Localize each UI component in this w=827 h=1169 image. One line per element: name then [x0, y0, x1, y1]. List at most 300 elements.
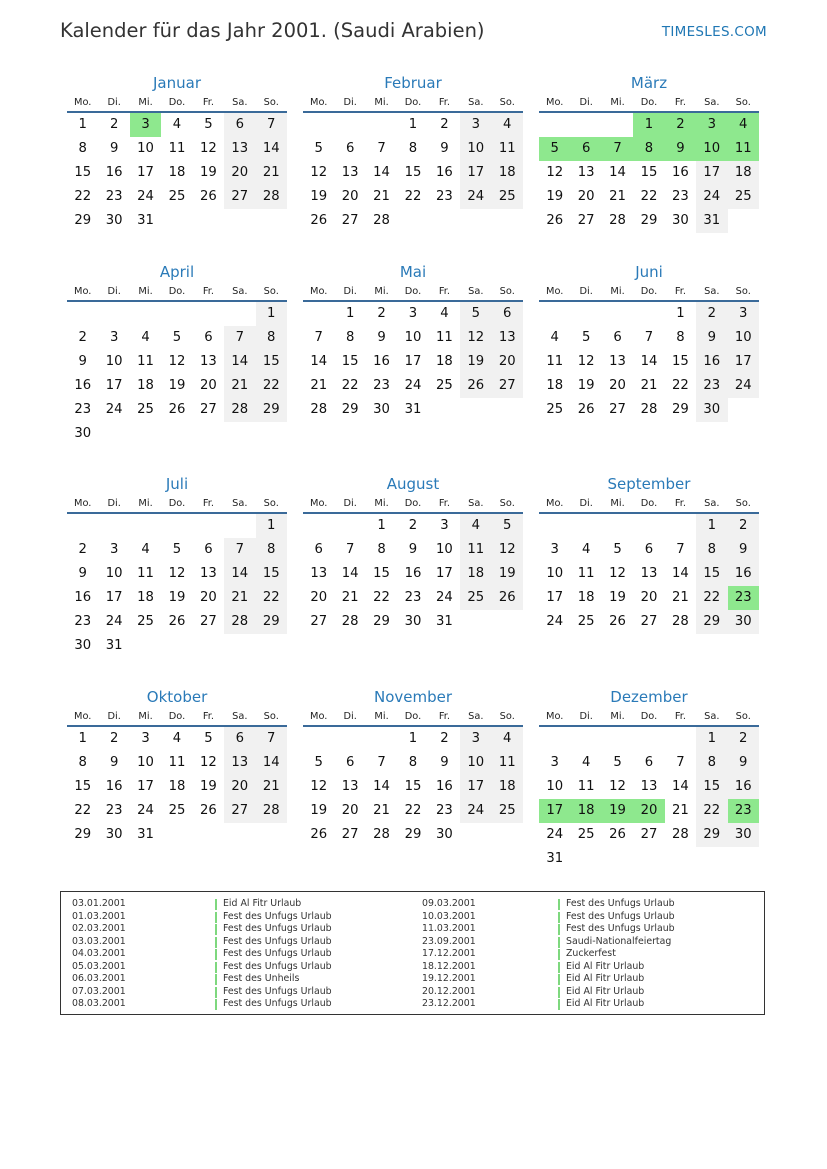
weekday-label: Sa. — [704, 711, 720, 722]
day-cell: 16 — [404, 566, 422, 581]
day-cell: 23 — [696, 374, 727, 398]
day-cell: 14 — [310, 354, 328, 369]
holiday-entry — [422, 911, 752, 924]
day-cell: 18 — [546, 378, 564, 393]
day-cell: 18 — [137, 590, 154, 605]
day-cell: 26 — [609, 614, 626, 629]
weekday-label: Do. — [640, 498, 658, 509]
empty-cell — [224, 302, 255, 326]
day-cell: 6 — [204, 330, 213, 345]
day-cell: 28 — [373, 213, 390, 228]
month-dezember — [539, 687, 759, 871]
weekday-label: Do. — [640, 97, 658, 108]
day-cell: 26 — [609, 827, 626, 842]
day-cell-holiday: 3 — [696, 113, 727, 137]
weekday-label: Fr. — [202, 286, 214, 297]
day-cell: 29 — [256, 398, 287, 422]
day-cell: 19 — [310, 803, 328, 818]
weekday-label: Sa. — [704, 97, 720, 108]
day-cell: 9 — [696, 326, 727, 350]
day-cell: 4 — [550, 330, 559, 345]
day-cell: 17 — [137, 779, 154, 794]
weekday-label: Mo. — [546, 711, 564, 722]
month-märz — [539, 73, 759, 233]
day-cell: 7 — [314, 330, 323, 345]
day-cell: 3 — [109, 330, 119, 345]
day-grid — [67, 514, 287, 658]
day-cell: 27 — [224, 799, 255, 823]
holiday-date: 09.03.2001 — [422, 898, 476, 909]
day-cell: 10 — [546, 779, 564, 794]
day-cell: 9 — [440, 141, 449, 156]
day-cell: 12 — [310, 165, 328, 180]
day-cell: 1 — [676, 306, 685, 321]
day-cell: 10 — [546, 566, 564, 581]
holiday-entry — [422, 986, 752, 999]
day-cell: 9 — [78, 354, 87, 369]
weekday-label: Mi. — [138, 97, 153, 108]
day-cell: 21 — [341, 590, 359, 605]
holiday-date: 08.03.2001 — [72, 998, 126, 1009]
weekday-label: So. — [735, 286, 751, 297]
day-cell: 12 — [460, 326, 491, 350]
day-cell: 5 — [492, 514, 523, 538]
holiday-entry — [72, 973, 402, 986]
empty-cell — [334, 727, 365, 751]
day-cell: 30 — [728, 610, 759, 634]
day-cell: 7 — [377, 141, 386, 156]
day-cell-holiday: 17 — [539, 799, 570, 823]
weekday-label: Di. — [343, 711, 357, 722]
weekday-header — [67, 282, 287, 302]
weekday-label: Mi. — [138, 711, 153, 722]
weekday-label: So. — [263, 711, 279, 722]
empty-cell — [130, 514, 161, 538]
weekday-label: Di. — [343, 97, 357, 108]
month-juni — [539, 262, 759, 422]
empty-cell — [665, 514, 696, 538]
day-cell: 30 — [436, 827, 453, 842]
day-cell-holiday: 10 — [696, 137, 727, 161]
day-cell: 15 — [373, 566, 390, 581]
holiday-entry — [72, 948, 402, 961]
day-cell: 8 — [377, 542, 386, 557]
day-cell: 20 — [200, 378, 217, 393]
holiday-name: Fest des Unheils — [223, 973, 300, 984]
holiday-name: Fest des Unfugs Urlaub — [223, 923, 332, 934]
day-cell: 26 — [168, 402, 186, 417]
empty-cell — [602, 302, 633, 326]
weekday-label: Mo. — [546, 97, 564, 108]
day-cell: 27 — [200, 614, 217, 629]
day-cell: 8 — [408, 141, 418, 156]
holiday-date: 18.12.2001 — [422, 960, 476, 972]
holiday-marker — [215, 937, 217, 948]
month-title: März — [630, 74, 668, 92]
day-grid — [303, 302, 523, 422]
day-cell: 12 — [168, 566, 186, 581]
day-cell: 16 — [696, 350, 727, 374]
weekday-label: Sa. — [468, 286, 484, 297]
day-cell: 2 — [78, 542, 87, 557]
weekday-label: Sa. — [468, 711, 484, 722]
empty-cell — [303, 113, 334, 137]
day-cell: 17 — [105, 590, 123, 605]
day-cell: 25 — [168, 803, 186, 818]
day-cell: 31 — [137, 213, 154, 228]
day-cell: 11 — [168, 141, 186, 156]
day-cell: 21 — [640, 378, 658, 393]
weekday-label: Sa. — [232, 97, 248, 108]
day-cell: 11 — [168, 755, 186, 770]
weekday-header — [67, 494, 287, 514]
day-cell: 2 — [696, 302, 727, 326]
day-cell: 5 — [613, 542, 622, 557]
month-mai — [303, 262, 523, 422]
weekday-label: Sa. — [232, 286, 248, 297]
day-cell: 4 — [581, 542, 591, 557]
day-cell: 22 — [373, 590, 390, 605]
day-cell: 25 — [137, 614, 154, 629]
month-title: August — [386, 475, 440, 493]
day-cell: 12 — [609, 779, 626, 794]
holiday-entry — [72, 898, 402, 911]
weekday-label: So. — [735, 711, 751, 722]
day-cell: 26 — [200, 803, 217, 818]
day-cell: 3 — [550, 542, 559, 557]
day-cell: 13 — [310, 566, 328, 581]
day-cell: 30 — [728, 823, 759, 847]
holiday-entry — [72, 936, 402, 949]
day-cell: 17 — [696, 161, 727, 185]
day-cell: 1 — [377, 518, 386, 533]
weekday-label: So. — [499, 286, 515, 297]
day-cell: 18 — [168, 779, 186, 794]
day-cell: 1 — [78, 117, 87, 132]
day-cell: 5 — [613, 755, 622, 770]
holiday-marker — [558, 949, 560, 960]
holiday-name: Fest des Unfugs Urlaub — [566, 923, 675, 934]
day-cell: 5 — [172, 330, 182, 345]
empty-cell — [602, 113, 633, 137]
day-cell: 10 — [460, 137, 491, 161]
day-cell: 6 — [644, 542, 654, 557]
month-title: November — [373, 688, 453, 706]
month-title: Februar — [384, 74, 442, 92]
day-cell: 26 — [492, 586, 523, 610]
day-cell: 7 — [345, 542, 355, 557]
day-cell: 2 — [728, 727, 759, 751]
holiday-marker — [215, 924, 217, 935]
day-cell: 13 — [492, 326, 523, 350]
weekday-label: Mi. — [374, 498, 389, 509]
day-cell: 13 — [341, 779, 359, 794]
day-cell: 30 — [74, 426, 92, 441]
weekday-label: Fr. — [438, 711, 450, 722]
day-cell: 31 — [696, 209, 727, 233]
day-cell-holiday: 1 — [633, 113, 664, 137]
day-cell: 29 — [74, 213, 92, 228]
weekday-label: Mi. — [610, 97, 625, 108]
weekday-label: Di. — [579, 498, 593, 509]
day-cell: 25 — [137, 402, 154, 417]
day-grid — [67, 113, 287, 233]
empty-cell — [161, 514, 192, 538]
day-cell: 28 — [640, 402, 658, 417]
weekday-label: So. — [499, 711, 515, 722]
holiday-marker — [215, 999, 217, 1010]
day-cell-holiday: 23 — [728, 586, 759, 610]
empty-cell — [539, 302, 570, 326]
day-cell: 20 — [609, 378, 626, 393]
day-cell: 29 — [404, 827, 422, 842]
day-cell: 21 — [609, 189, 626, 204]
day-cell: 27 — [310, 614, 328, 629]
day-cell: 28 — [224, 610, 255, 634]
weekday-label: Mi. — [610, 711, 625, 722]
day-cell: 9 — [408, 542, 418, 557]
day-cell: 27 — [341, 827, 359, 842]
day-cell: 24 — [436, 590, 453, 605]
weekday-label: Di. — [579, 711, 593, 722]
day-cell: 16 — [728, 775, 759, 799]
day-cell: 21 — [224, 586, 255, 610]
holiday-name: Fest des Unfugs Urlaub — [223, 998, 332, 1009]
day-cell: 11 — [436, 330, 453, 345]
day-cell: 9 — [440, 755, 449, 770]
holiday-date: 04.03.2001 — [72, 948, 126, 959]
day-cell: 4 — [492, 113, 523, 137]
day-cell: 2 — [728, 514, 759, 538]
weekday-header — [539, 707, 759, 727]
day-cell: 12 — [168, 354, 186, 369]
day-cell: 21 — [373, 803, 390, 818]
day-cell: 29 — [341, 402, 359, 417]
holiday-marker — [215, 912, 217, 923]
holiday-name: Fest des Unfugs Urlaub — [223, 985, 332, 997]
weekday-label: Mi. — [374, 711, 389, 722]
weekday-label: So. — [263, 498, 279, 509]
day-cell: 20 — [224, 775, 255, 799]
day-cell: 17 — [404, 354, 422, 369]
weekday-label: Sa. — [232, 498, 248, 509]
weekday-label: Mo. — [310, 498, 328, 509]
day-cell: 8 — [676, 330, 685, 345]
day-cell-holiday: 19 — [602, 799, 633, 823]
day-cell: 10 — [137, 141, 154, 156]
holiday-name: Eid Al Fitr Urlaub — [566, 973, 645, 984]
day-cell: 31 — [137, 827, 154, 842]
day-cell: 16 — [74, 378, 92, 393]
day-cell: 1 — [408, 117, 418, 132]
day-cell: 1 — [696, 514, 727, 538]
day-cell: 3 — [141, 731, 150, 746]
day-grid — [303, 727, 523, 847]
holiday-name: Fest des Unfugs Urlaub — [223, 910, 332, 922]
day-cell: 8 — [256, 538, 287, 562]
day-cell: 23 — [404, 590, 422, 605]
day-cell: 21 — [256, 161, 287, 185]
weekday-label: Fr. — [202, 97, 214, 108]
weekday-label: Mi. — [138, 286, 153, 297]
day-cell: 19 — [577, 378, 595, 393]
weekday-label: Mo. — [74, 711, 92, 722]
holiday-name: Eid Al Fitr Urlaub — [566, 998, 645, 1009]
holiday-entry — [72, 961, 402, 974]
day-cell: 4 — [492, 727, 523, 751]
day-cell: 12 — [577, 354, 595, 369]
weekday-label: Sa. — [704, 286, 720, 297]
weekday-label: Fr. — [674, 498, 686, 509]
day-cell: 14 — [224, 562, 255, 586]
day-cell: 31 — [105, 638, 123, 653]
day-cell: 27 — [577, 213, 595, 228]
day-cell: 23 — [436, 189, 453, 204]
day-cell: 14 — [609, 165, 626, 180]
weekday-label: Sa. — [232, 711, 248, 722]
day-cell: 9 — [377, 330, 386, 345]
day-cell: 24 — [728, 374, 759, 398]
weekday-label: Fr. — [674, 286, 686, 297]
day-cell: 26 — [546, 213, 564, 228]
day-cell: 8 — [78, 141, 87, 156]
weekday-label: So. — [499, 498, 515, 509]
day-cell: 14 — [672, 566, 689, 581]
day-cell: 4 — [141, 542, 150, 557]
day-cell: 23 — [74, 402, 92, 417]
weekday-label: So. — [263, 286, 279, 297]
day-cell: 16 — [436, 165, 453, 180]
day-cell: 13 — [224, 137, 255, 161]
day-cell: 30 — [105, 213, 123, 228]
brand-link[interactable]: TIMESLES.COM — [661, 24, 767, 40]
weekday-label: Mi. — [374, 286, 389, 297]
month-september — [539, 474, 759, 634]
holiday-date: 23.12.2001 — [422, 998, 476, 1009]
day-cell: 28 — [672, 827, 689, 842]
day-cell: 18 — [137, 378, 154, 393]
holiday-entry — [422, 998, 752, 1011]
day-cell: 21 — [256, 775, 287, 799]
weekday-label: Mo. — [546, 286, 564, 297]
day-cell: 16 — [105, 165, 123, 180]
day-cell: 28 — [341, 614, 359, 629]
day-cell: 15 — [696, 775, 727, 799]
day-cell: 22 — [256, 586, 287, 610]
day-cell: 26 — [310, 213, 328, 228]
weekday-label: So. — [263, 97, 279, 108]
day-cell: 20 — [310, 590, 328, 605]
empty-cell — [539, 514, 570, 538]
day-cell: 5 — [314, 755, 323, 770]
day-cell: 25 — [460, 586, 491, 610]
empty-cell — [161, 302, 192, 326]
holiday-entry — [422, 973, 752, 986]
day-cell: 3 — [408, 306, 418, 321]
day-cell-holiday: 8 — [633, 137, 664, 161]
weekday-label: Do. — [640, 286, 658, 297]
month-title: September — [607, 475, 691, 493]
empty-cell — [98, 302, 129, 326]
day-cell: 28 — [256, 185, 287, 209]
weekday-label: Di. — [579, 97, 593, 108]
month-title: Mai — [399, 263, 427, 281]
weekday-header — [303, 707, 523, 727]
day-cell: 22 — [256, 374, 287, 398]
day-cell: 18 — [492, 161, 523, 185]
day-cell: 7 — [256, 727, 287, 751]
weekday-label: Fr. — [438, 97, 450, 108]
month-august — [303, 474, 523, 634]
day-grid — [539, 514, 759, 634]
holiday-entry — [422, 948, 752, 961]
weekday-label: Do. — [168, 711, 186, 722]
holiday-marker — [215, 899, 217, 910]
day-cell: 20 — [224, 161, 255, 185]
day-cell-holiday: 20 — [633, 799, 664, 823]
day-cell: 18 — [460, 562, 491, 586]
day-cell: 26 — [310, 827, 328, 842]
day-cell-holiday: 6 — [570, 137, 601, 161]
day-cell: 3 — [550, 755, 559, 770]
weekday-label: Mi. — [610, 498, 625, 509]
holiday-date: 02.03.2001 — [72, 923, 126, 934]
day-cell: 19 — [168, 378, 186, 393]
day-cell: 19 — [609, 590, 626, 605]
day-cell: 6 — [613, 330, 622, 345]
page-title: Kalender für das Jahr 2001. (Saudi Arabien) — [60, 19, 485, 42]
day-cell: 7 — [256, 113, 287, 137]
day-cell: 12 — [310, 779, 328, 794]
day-cell: 20 — [577, 189, 595, 204]
day-cell: 29 — [256, 610, 287, 634]
day-cell: 5 — [204, 117, 213, 132]
weekday-label: Mo. — [310, 286, 328, 297]
weekday-header — [67, 707, 287, 727]
day-cell: 26 — [200, 189, 217, 204]
weekday-label: Fr. — [674, 97, 686, 108]
day-cell: 19 — [200, 779, 217, 794]
day-cell: 15 — [341, 354, 359, 369]
day-cell: 22 — [672, 378, 689, 393]
day-cell: 17 — [105, 378, 123, 393]
day-cell: 21 — [373, 189, 390, 204]
day-cell: 10 — [728, 326, 759, 350]
day-cell: 9 — [78, 566, 87, 581]
empty-cell — [665, 727, 696, 751]
weekday-label: Do. — [640, 711, 658, 722]
day-cell: 11 — [492, 137, 523, 161]
month-januar — [67, 73, 287, 233]
empty-cell — [130, 302, 161, 326]
day-cell: 27 — [492, 374, 523, 398]
holiday-entry — [72, 986, 402, 999]
empty-cell — [67, 514, 98, 538]
day-cell: 4 — [440, 306, 449, 321]
day-cell: 30 — [373, 402, 390, 417]
holiday-marker — [558, 912, 560, 923]
holiday-date: 07.03.2001 — [72, 985, 126, 997]
holiday-marker — [215, 949, 217, 960]
day-cell: 10 — [460, 751, 491, 775]
empty-cell — [334, 514, 365, 538]
holiday-list — [60, 891, 765, 1015]
day-cell: 21 — [310, 378, 328, 393]
weekday-label: Do. — [404, 286, 422, 297]
day-cell: 6 — [224, 727, 255, 751]
day-cell: 22 — [404, 189, 422, 204]
weekday-label: Sa. — [468, 97, 484, 108]
